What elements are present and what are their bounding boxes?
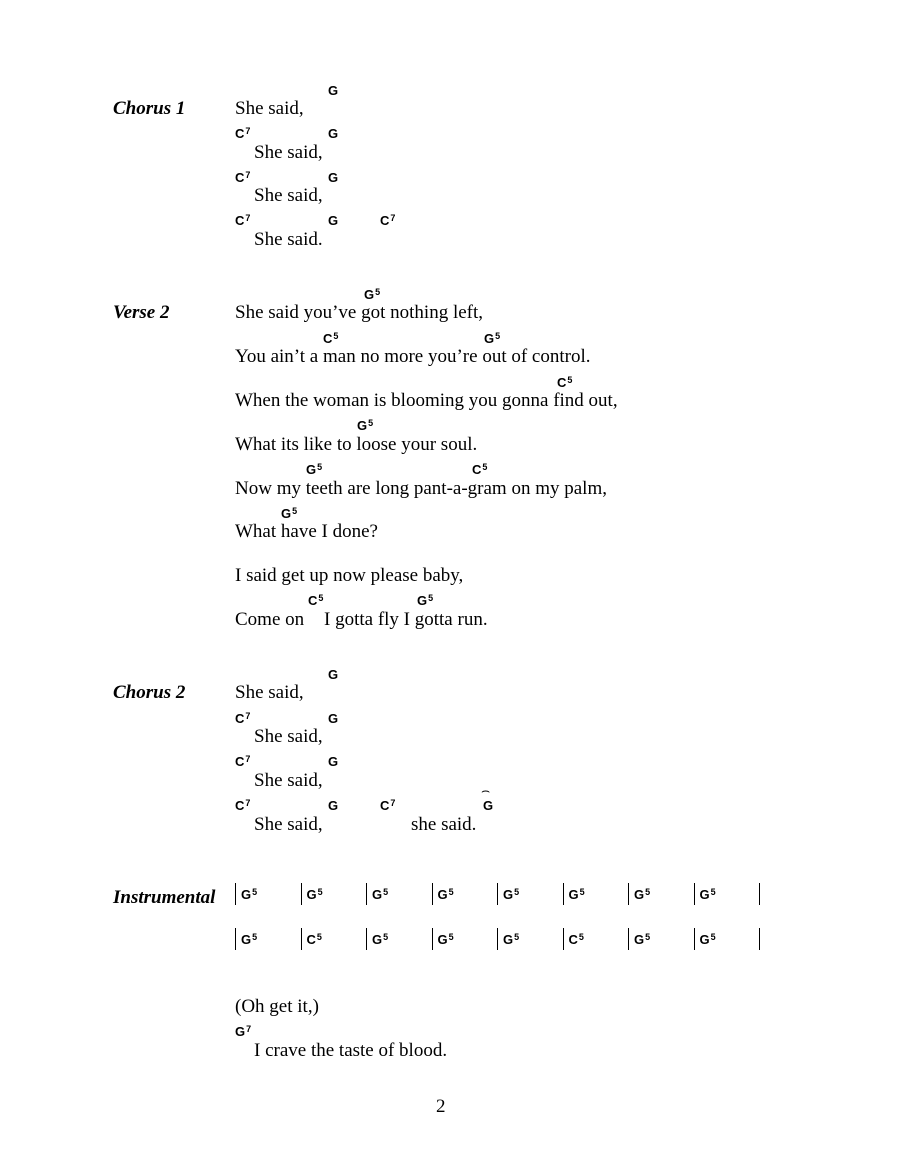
- chord: $G^5$: [306, 462, 323, 477]
- chorus-2-label: Chorus 2: [113, 682, 186, 703]
- chord: $C^7$: [235, 711, 251, 726]
- bar-line: [694, 928, 695, 950]
- chord: G: [328, 754, 339, 769]
- chord: $C^7$: [235, 213, 251, 228]
- chord: $C^7$: [235, 170, 251, 185]
- lyric-line: She said,: [254, 142, 323, 163]
- chord: $C^5$: [308, 593, 324, 608]
- lyric-line: She said,: [254, 770, 323, 791]
- chord: G: [328, 711, 339, 726]
- bar-line: [497, 883, 498, 905]
- lyric-line: She said you’ve got nothing left,: [235, 302, 484, 323]
- verse-2-label: Verse 2: [113, 302, 170, 323]
- chord: $C^7$: [235, 754, 251, 769]
- lyric-line: You ain’t a man no more you’re out of control.: [235, 346, 591, 367]
- bar-chord: $G^5$: [699, 932, 716, 947]
- chord: $C^7$: [380, 798, 396, 813]
- bar-chord: $G^5$: [503, 932, 520, 947]
- lyric-line: I said get up now please baby,: [235, 565, 464, 586]
- chord: G: [328, 798, 339, 813]
- bar-chord: $G^5$: [568, 887, 585, 902]
- lyric-line: She said,: [254, 726, 323, 747]
- chord: G: [328, 170, 339, 185]
- bar-chord: $G^5$: [306, 887, 323, 902]
- bar-line: [497, 928, 498, 950]
- bar-chord: $G^5$: [241, 887, 258, 902]
- bar-line: [301, 883, 302, 905]
- chord: G: [328, 83, 339, 98]
- lyric-line: She said,: [254, 185, 323, 206]
- bar-chord: $G^5$: [503, 887, 520, 902]
- lyric-line: I gotta fly I gotta run.: [324, 609, 488, 630]
- chord: $G^5$: [364, 287, 381, 302]
- chord: $G^5$: [281, 506, 298, 521]
- bar-chord: $G^5$: [372, 887, 389, 902]
- bar-line: [235, 883, 236, 905]
- bar-line: [366, 883, 367, 905]
- chord: G: [328, 667, 339, 682]
- bar-line: [694, 883, 695, 905]
- bar-chord: $G^5$: [699, 887, 716, 902]
- bar-line: [628, 928, 629, 950]
- chord: $C^7$: [235, 126, 251, 141]
- chord: G: [483, 798, 494, 813]
- lyric-line: She said,: [235, 682, 304, 703]
- bar-line: [563, 883, 564, 905]
- chord: $C^5$: [323, 331, 339, 346]
- lyric-line: What its like to loose your soul.: [235, 434, 478, 455]
- chord: $C^5$: [472, 462, 488, 477]
- lyric-line: Now my teeth are long pant-a-gram on my palm,: [235, 478, 607, 499]
- lyric-line: When the woman is blooming you gonna find out,: [235, 390, 618, 411]
- fermata-icon: ⌢: [481, 783, 491, 799]
- bar-chord: $G^5$: [372, 932, 389, 947]
- bar-chord: $G^5$: [634, 887, 651, 902]
- chord: $G^7$: [235, 1024, 252, 1039]
- chord: $G^5$: [357, 418, 374, 433]
- lyric-line: Come on: [235, 609, 305, 630]
- lyric-line: (Oh get it,): [235, 996, 319, 1017]
- bar-line: [235, 928, 236, 950]
- bar-chord: $G^5$: [634, 932, 651, 947]
- lyric-line: What have I done?: [235, 521, 378, 542]
- chord: G: [328, 213, 339, 228]
- lyric-line: she said.: [411, 814, 477, 835]
- bar-chord: $G^5$: [437, 887, 454, 902]
- bar-line: [301, 928, 302, 950]
- bar-chord: $C^5$: [306, 932, 322, 947]
- lyric-line: She said.: [254, 229, 323, 250]
- chord: $C^7$: [380, 213, 396, 228]
- chord: $G^5$: [417, 593, 434, 608]
- lyric-line: She said,: [235, 98, 304, 119]
- bar-line: [563, 928, 564, 950]
- instrumental-label: Instrumental: [113, 887, 216, 908]
- bar-line-end: [759, 928, 760, 950]
- page-number: 2: [436, 1096, 446, 1117]
- bar-chord: $G^5$: [241, 932, 258, 947]
- bar-line: [628, 883, 629, 905]
- bar-chord: $C^5$: [568, 932, 584, 947]
- chord: $C^7$: [235, 798, 251, 813]
- chorus-1-label: Chorus 1: [113, 98, 186, 119]
- chord: $G^5$: [484, 331, 501, 346]
- chord: $C^5$: [557, 375, 573, 390]
- bar-line: [432, 928, 433, 950]
- chord: G: [328, 126, 339, 141]
- bar-line: [366, 928, 367, 950]
- bar-chord: $G^5$: [437, 932, 454, 947]
- lyric-line: I crave the taste of blood.: [254, 1040, 448, 1061]
- bar-line-end: [759, 883, 760, 905]
- bar-line: [432, 883, 433, 905]
- lyric-line: She said,: [254, 814, 323, 835]
